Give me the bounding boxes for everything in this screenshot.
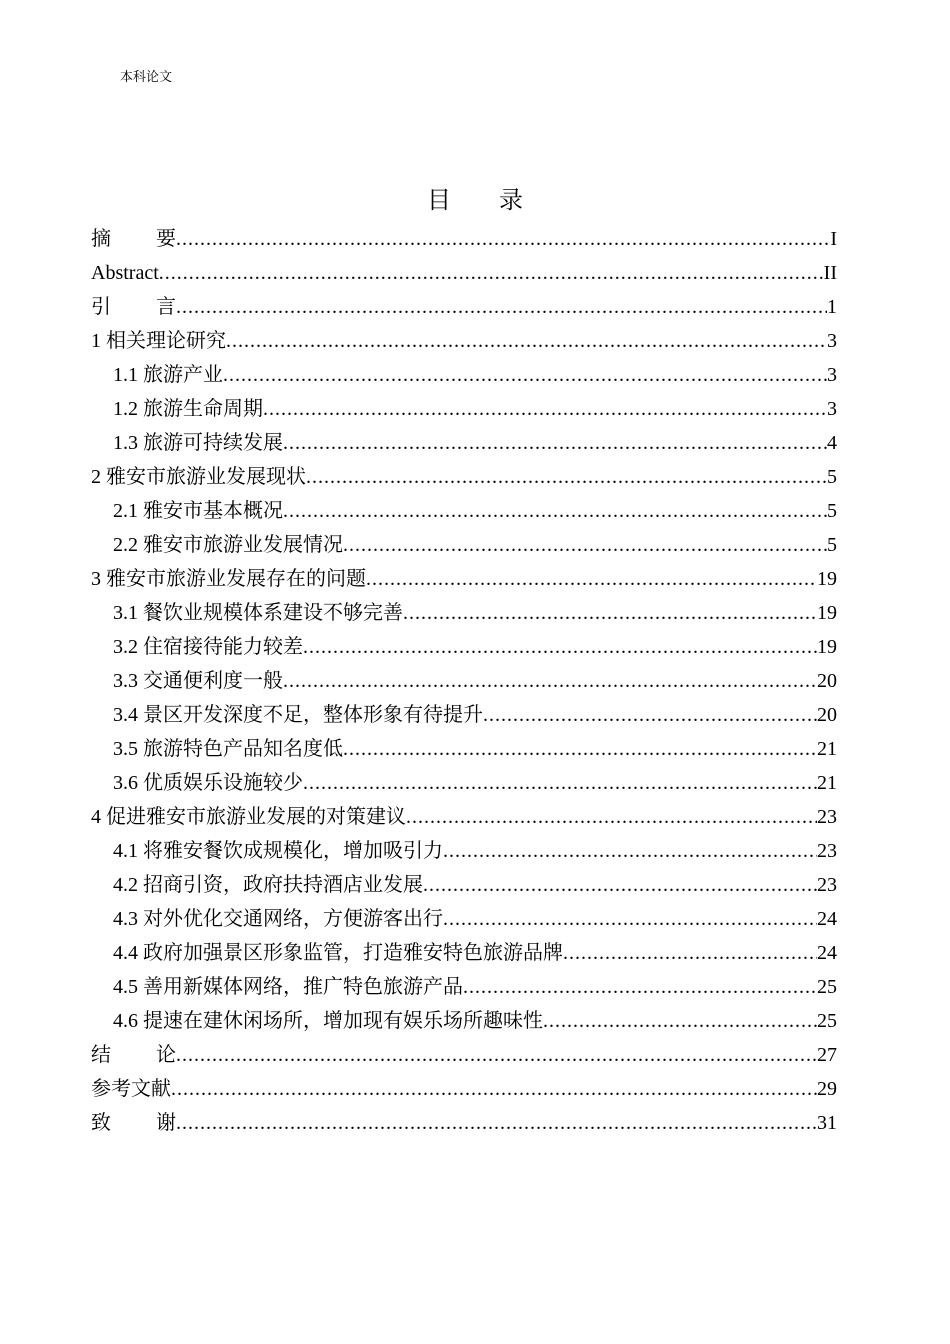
toc-entry-page-number: 5 [827,534,837,556]
toc-dot-leader [406,800,817,834]
toc-entry[interactable] [91,732,837,766]
toc-entry[interactable] [91,868,837,902]
toc-dot-leader [443,834,817,868]
toc-entry-page-number: 3 [827,364,837,386]
toc-entry[interactable] [91,1038,837,1072]
toc-entry-page-number: 5 [827,466,837,488]
toc-entry[interactable] [91,1106,837,1140]
toc-entry-label: 摘要 [91,228,176,250]
toc-entry[interactable] [91,1004,837,1038]
toc-dot-leader [303,630,817,664]
toc-entry-label: 致谢 [91,1112,176,1134]
toc-entry-label: 3 雅安市旅游业发展存在的问题 [91,568,366,590]
toc-dot-leader [343,732,817,766]
toc-entry-label: 2 雅安市旅游业发展现状 [91,466,306,488]
toc-entry-page-number: 27 [817,1044,837,1066]
toc-entry-page-number: 4 [827,432,837,454]
toc-dot-leader [283,426,827,460]
toc-entry[interactable] [91,256,837,290]
toc-dot-leader [306,460,827,494]
toc-title: 目录 [427,186,571,214]
toc-entry-label: 2.1 雅安市基本概况 [113,500,283,522]
toc-entry-page-number: 20 [817,704,837,726]
toc-dot-leader [223,358,827,392]
toc-entry-label: 引言 [91,296,176,318]
toc-entry-page-number: 19 [817,636,837,658]
toc-dot-leader [159,256,824,290]
toc-entry-page-number: 20 [817,670,837,692]
toc-dot-leader [171,1072,817,1106]
toc-entry-page-number: 1 [827,296,837,318]
toc-dot-leader [176,1038,817,1072]
toc-dot-leader [176,290,827,324]
toc-entry[interactable] [91,630,837,664]
toc-entry[interactable] [91,834,837,868]
toc-dot-leader [303,766,817,800]
toc-entry[interactable] [91,392,837,426]
toc-entry[interactable] [91,664,837,698]
toc-entry-label: 参考文献 [91,1078,171,1100]
toc-dot-leader [483,698,817,732]
toc-entry-label: 4.1 将雅安餐饮成规模化，增加吸引力 [113,840,443,862]
toc-entry-label: Abstract [91,262,159,284]
toc-entry[interactable] [91,324,837,358]
toc-dot-leader [283,494,827,528]
toc-entry[interactable] [91,596,837,630]
toc-entry[interactable] [91,358,837,392]
table-of-contents [91,222,837,1140]
toc-entry[interactable] [91,460,837,494]
toc-entry-page-number: I [830,228,837,250]
toc-entry[interactable] [91,222,837,256]
toc-entry-page-number: 29 [817,1078,837,1100]
toc-dot-leader [366,562,817,596]
toc-entry-label: 1.2 旅游生命周期 [113,398,263,420]
toc-entry-label: 1.3 旅游可持续发展 [113,432,283,454]
toc-entry-label: 3.2 住宿接待能力较差 [113,636,303,658]
toc-entry-page-number: 25 [817,1010,837,1032]
toc-entry-label: 4.3 对外优化交通网络，方便游客出行 [113,908,443,930]
toc-entry[interactable] [91,290,837,324]
toc-dot-leader [463,970,817,1004]
toc-entry[interactable] [91,1072,837,1106]
toc-entry-label: 4.2 招商引资，政府扶持酒店业发展 [113,874,423,896]
toc-entry[interactable] [91,494,837,528]
toc-entry-page-number: 23 [817,840,837,862]
toc-dot-leader [263,392,827,426]
toc-entry[interactable] [91,426,837,460]
toc-entry-page-number: 3 [827,330,837,352]
toc-entry-page-number: 31 [817,1112,837,1134]
toc-entry-label: 2.2 雅安市旅游业发展情况 [113,534,343,556]
toc-entry-label: 1.1 旅游产业 [113,364,223,386]
toc-entry-label: 1 相关理论研究 [91,330,226,352]
toc-entry-label: 结论 [91,1044,176,1066]
toc-dot-leader [443,902,817,936]
toc-entry-label: 3.3 交通便利度一般 [113,670,283,692]
page-header: 本科论文 [120,70,173,85]
toc-entry-page-number: 23 [817,874,837,896]
toc-entry[interactable] [91,970,837,1004]
toc-entry-page-number: 24 [817,942,837,964]
toc-dot-leader [423,868,817,902]
toc-entry[interactable] [91,562,837,596]
toc-entry-label: 3.6 优质娱乐设施较少 [113,772,303,794]
toc-entry[interactable] [91,766,837,800]
toc-entry-page-number: 3 [827,398,837,420]
toc-entry-label: 3.5 旅游特色产品知名度低 [113,738,343,760]
toc-dot-leader [563,936,817,970]
toc-entry[interactable] [91,698,837,732]
toc-dot-leader [343,528,827,562]
toc-dot-leader [543,1004,817,1038]
toc-entry[interactable] [91,902,837,936]
toc-entry-label: 4.4 政府加强景区形象监管，打造雅安特色旅游品牌 [113,942,563,964]
toc-dot-leader [176,222,830,256]
toc-entry-page-number: 25 [817,976,837,998]
toc-entry-label: 3.1 餐饮业规模体系建设不够完善 [113,602,403,624]
toc-entry-page-number: 19 [817,568,837,590]
toc-entry-label: 3.4 景区开发深度不足，整体形象有待提升 [113,704,483,726]
toc-entry-page-number: 5 [827,500,837,522]
toc-entry-label: 4 促进雅安市旅游业发展的对策建议 [91,806,406,828]
toc-entry-page-number: 21 [817,738,837,760]
toc-entry[interactable] [91,528,837,562]
toc-dot-leader [176,1106,817,1140]
toc-dot-leader [403,596,817,630]
toc-entry-page-number: II [823,262,837,284]
toc-entry[interactable] [91,800,837,834]
toc-entry-page-number: 21 [817,772,837,794]
toc-entry-page-number: 23 [817,806,837,828]
toc-entry-page-number: 24 [817,908,837,930]
toc-entry-label: 4.6 提速在建休闲场所，增加现有娱乐场所趣味性 [113,1010,543,1032]
toc-dot-leader [283,664,817,698]
toc-dot-leader [226,324,827,358]
toc-entry[interactable] [91,936,837,970]
toc-entry-label: 4.5 善用新媒体网络，推广特色旅游产品 [113,976,463,998]
toc-entry-page-number: 19 [817,602,837,624]
